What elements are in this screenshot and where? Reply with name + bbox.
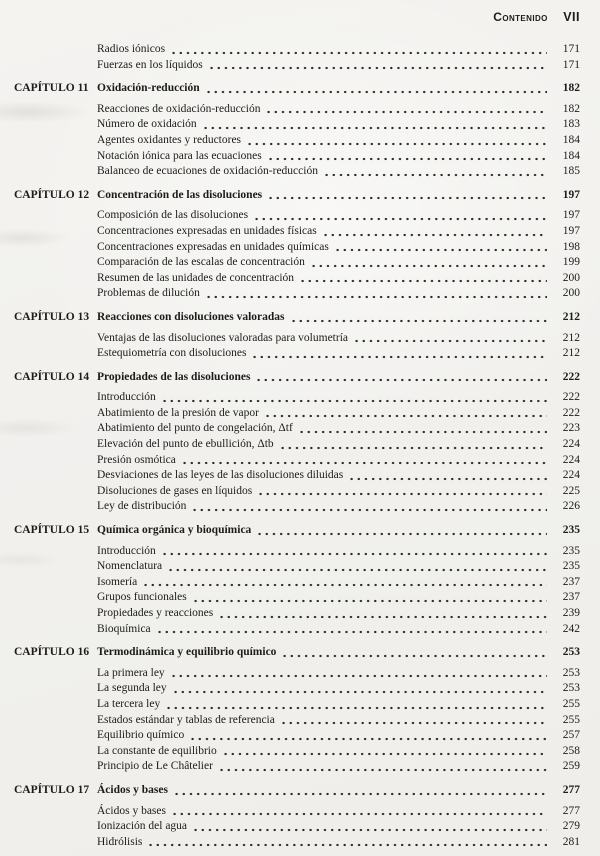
page-number: 235 [562, 560, 580, 573]
toc-section-row [14, 102, 580, 118]
section-title: Composición de las disoluciones [97, 209, 249, 222]
section-title: Disoluciones de gases en líquidos [97, 484, 253, 497]
page-number: 253 [562, 646, 580, 659]
dot-leader [202, 117, 547, 133]
section-title: Fuerzas en los líquidos [97, 58, 203, 71]
dot-leader [205, 81, 547, 97]
toc-section-row [14, 804, 580, 820]
page-number: 212 [562, 347, 580, 360]
dot-leader [165, 697, 547, 713]
dot-leader [173, 783, 547, 799]
dot-leader [265, 102, 547, 118]
chapter-title: Reacciones con disoluciones valoradas [97, 310, 285, 323]
dot-leader [323, 164, 547, 180]
chapter-label: CAPÍTULO 12 [14, 188, 90, 201]
page-number: 182 [562, 82, 580, 95]
section-title: La tercera ley [97, 697, 161, 710]
dot-leader [281, 645, 547, 661]
section-title: Abatimiento del punto de congelación, Δtf [97, 422, 293, 435]
toc-section-row [14, 728, 580, 744]
toc-chapter-row [14, 188, 580, 204]
section-title: Reacciones de oxidación-reducción [97, 102, 261, 115]
page-number: 279 [562, 820, 580, 833]
toc-section-row [14, 590, 580, 606]
chapter-label: CAPÍTULO 11 [14, 82, 89, 95]
dot-leader [353, 331, 547, 347]
page-number: 200 [562, 287, 580, 300]
page-number: 197 [562, 224, 580, 237]
section-title: Bioquímica [97, 622, 151, 635]
page-number: 182 [562, 102, 580, 115]
page-number: 200 [562, 271, 580, 284]
section-title: La primera ley [97, 666, 165, 679]
toc-section-row [14, 744, 580, 760]
toc-chapter-row [14, 310, 580, 326]
dot-leader [257, 484, 547, 500]
toc-section-row [14, 453, 580, 469]
page-number: 277 [562, 783, 580, 796]
page-number: 242 [562, 622, 580, 635]
toc-section-row [14, 666, 580, 682]
dot-leader [310, 255, 547, 271]
dot-leader [253, 208, 547, 224]
toc-section-row [14, 484, 580, 500]
dot-leader [171, 804, 547, 820]
toc-section-row [14, 208, 580, 224]
section-title: Ácidos y bases [97, 804, 166, 817]
page-number: 184 [562, 133, 580, 146]
toc-chapter-row [14, 523, 580, 539]
dot-leader [191, 499, 547, 515]
dot-leader [334, 240, 547, 256]
section-title: Concentraciones expresadas en unidades físicas [97, 224, 317, 237]
page-number: 212 [562, 310, 580, 323]
page-number: 225 [562, 484, 580, 497]
dot-leader [267, 188, 547, 204]
dot-leader [218, 606, 547, 622]
running-head-label: Contenido [493, 10, 548, 24]
dot-leader [161, 544, 547, 560]
dot-leader [322, 224, 547, 240]
toc-section-row [14, 437, 580, 453]
toc-section-row [14, 331, 580, 347]
section-title: Grupos funcionales [97, 591, 187, 604]
section-title: Número de oxidación [97, 118, 197, 131]
page-number: 222 [562, 391, 580, 404]
toc-section-row [14, 133, 580, 149]
dot-leader [255, 370, 547, 386]
page-number: 281 [562, 835, 580, 848]
page-number: 222 [562, 370, 580, 383]
chapter-title: Propiedades de las disoluciones [97, 370, 251, 383]
toc-section-row [14, 835, 580, 851]
page-number: 184 [562, 149, 580, 162]
section-title: Estados estándar y tablas de referencia [97, 713, 275, 726]
page-number: 235 [562, 524, 580, 537]
section-title: Concentraciones expresadas en unidades químicas [97, 240, 329, 253]
toc-chapter-row [14, 645, 580, 661]
toc-section-row [14, 406, 580, 422]
page-number: 224 [562, 453, 580, 466]
section-title: Resumen de las unidades de concentración [97, 271, 295, 284]
dot-leader [161, 390, 547, 406]
section-title: Equilibrio químico [97, 729, 185, 742]
toc-section-row [14, 622, 580, 638]
section-title: Comparación de las escalas de concentración [97, 256, 305, 269]
chapter-title: Concentración de las disoluciones [97, 188, 263, 201]
section-title: Balanceo de ecuaciones de oxidación-reducción [97, 165, 318, 178]
dot-leader [279, 437, 547, 453]
toc-section-row [14, 713, 580, 729]
page-number: 235 [562, 544, 580, 557]
toc-section-row [14, 117, 580, 133]
toc-section-row [14, 390, 580, 406]
section-title: Hidrólisis [97, 835, 143, 848]
section-title: Introducción [97, 391, 156, 404]
section-title: Elevación del punto de ebullición, Δtb [97, 438, 274, 451]
section-title: Introducción [97, 544, 156, 557]
page-number: 239 [562, 607, 580, 619]
page-number: 226 [562, 500, 580, 513]
toc-section-row [14, 559, 580, 575]
page-number: 212 [562, 331, 580, 344]
dot-leader [256, 523, 547, 539]
running-head [493, 8, 580, 26]
dot-leader [298, 421, 547, 437]
toc-section-row [14, 606, 580, 622]
dot-leader [299, 271, 547, 287]
section-title: Presión osmótica [97, 453, 176, 466]
chapter-title: Química orgánica y bioquímica [97, 524, 252, 537]
toc-section-row [14, 58, 580, 74]
dot-leader [218, 759, 547, 775]
page-number: 222 [562, 406, 580, 419]
toc-section-row [14, 468, 580, 484]
section-title: La segunda ley [97, 682, 167, 695]
dot-leader [264, 406, 547, 422]
chapter-label: CAPÍTULO 17 [14, 783, 90, 796]
toc-section-row [14, 240, 580, 256]
toc-section-row [14, 819, 580, 835]
toc-section-row [14, 575, 580, 591]
page-number: 197 [562, 188, 580, 201]
toc-section-row [14, 759, 580, 775]
toc-chapter-row [14, 81, 580, 97]
toc-section-row [14, 681, 580, 697]
toc-chapter-row [14, 370, 580, 386]
section-title: Desviaciones de las leyes de las disoluciones diluidas [97, 469, 344, 482]
toc-section-row [14, 286, 580, 302]
page-number: 224 [562, 438, 580, 451]
section-title: La constante de equilibrio [97, 744, 217, 757]
section-title: Ventajas de las disoluciones valoradas para volumetría [97, 331, 349, 344]
dot-leader [142, 575, 547, 591]
page-number: 237 [562, 591, 580, 604]
page-number: 253 [562, 682, 580, 695]
page-number: 257 [562, 729, 580, 742]
dot-leader [251, 346, 547, 362]
section-title: Estequiometría con disoluciones [97, 347, 247, 360]
toc-chapter-row [14, 783, 580, 799]
toc-section-row [14, 346, 580, 362]
toc-section-row [14, 544, 580, 560]
dot-leader [167, 559, 547, 575]
chapter-title: Ácidos y bases [97, 783, 168, 796]
chapter-label: CAPÍTULO 14 [14, 370, 90, 383]
chapter-title: Termodinámica y equilibrio químico [97, 646, 277, 659]
chapter-title: Oxidación-reducción [97, 82, 200, 95]
dot-leader [280, 713, 547, 729]
section-title: Agentes oxidantes y reductores [97, 133, 242, 146]
dot-leader [172, 681, 547, 697]
dot-leader [290, 310, 547, 326]
dot-leader [181, 453, 547, 469]
toc-section-row [14, 224, 580, 240]
page-number: 183 [562, 118, 580, 131]
chapter-label: CAPÍTULO 16 [14, 646, 90, 659]
page-number: 198 [562, 240, 580, 253]
page-number: 199 [562, 256, 580, 269]
page-number: 259 [562, 760, 580, 773]
section-title: Ley de distribución [97, 500, 187, 513]
page-number: 223 [562, 422, 580, 435]
dot-leader [192, 590, 547, 606]
dot-leader [170, 42, 547, 58]
page-number: 171 [562, 58, 580, 71]
page-number: 255 [562, 713, 580, 726]
section-title: Notación iónica para las ecuaciones [97, 149, 262, 162]
dot-leader [189, 728, 547, 744]
dot-leader [208, 58, 547, 74]
dot-leader [222, 744, 547, 760]
section-title: Problemas de dilución [97, 287, 200, 300]
toc-section-row [14, 42, 580, 58]
section-title: Isomería [97, 575, 138, 588]
page-number: 253 [562, 666, 580, 679]
page-number: 224 [562, 469, 580, 482]
toc-section-row [14, 499, 580, 515]
toc-section-row [14, 164, 580, 180]
dot-leader [348, 468, 547, 484]
page-number: 171 [562, 43, 580, 55]
dot-leader [267, 149, 547, 165]
page-number: 277 [562, 804, 580, 817]
running-head-page-number: VII [563, 10, 580, 24]
page-number: 237 [562, 575, 580, 588]
dot-leader [246, 133, 547, 149]
page-number: 258 [562, 744, 580, 757]
toc-section-row [14, 421, 580, 437]
section-title: Propiedades y reacciones [97, 607, 214, 619]
dot-leader [192, 819, 547, 835]
dot-leader [147, 835, 547, 851]
section-title: Abatimiento de la presión de vapor [97, 406, 259, 419]
toc-section-row [14, 271, 580, 287]
page-number: 185 [562, 165, 580, 178]
toc-section-row [14, 149, 580, 165]
section-title: Radios iónicos [97, 43, 166, 55]
dot-leader [156, 622, 547, 638]
page-number: 255 [562, 697, 580, 710]
chapter-label: CAPÍTULO 13 [14, 310, 90, 323]
section-title: Nomenclatura [97, 560, 163, 573]
section-title: Ionización del agua [97, 820, 188, 833]
page-number: 197 [562, 209, 580, 222]
dot-leader [170, 666, 547, 682]
dot-leader [205, 286, 547, 302]
toc-list [14, 42, 580, 850]
toc-section-row [14, 255, 580, 271]
section-title: Principio de Le Châtelier [97, 760, 213, 773]
chapter-label: CAPÍTULO 15 [14, 524, 90, 537]
toc-section-row [14, 697, 580, 713]
